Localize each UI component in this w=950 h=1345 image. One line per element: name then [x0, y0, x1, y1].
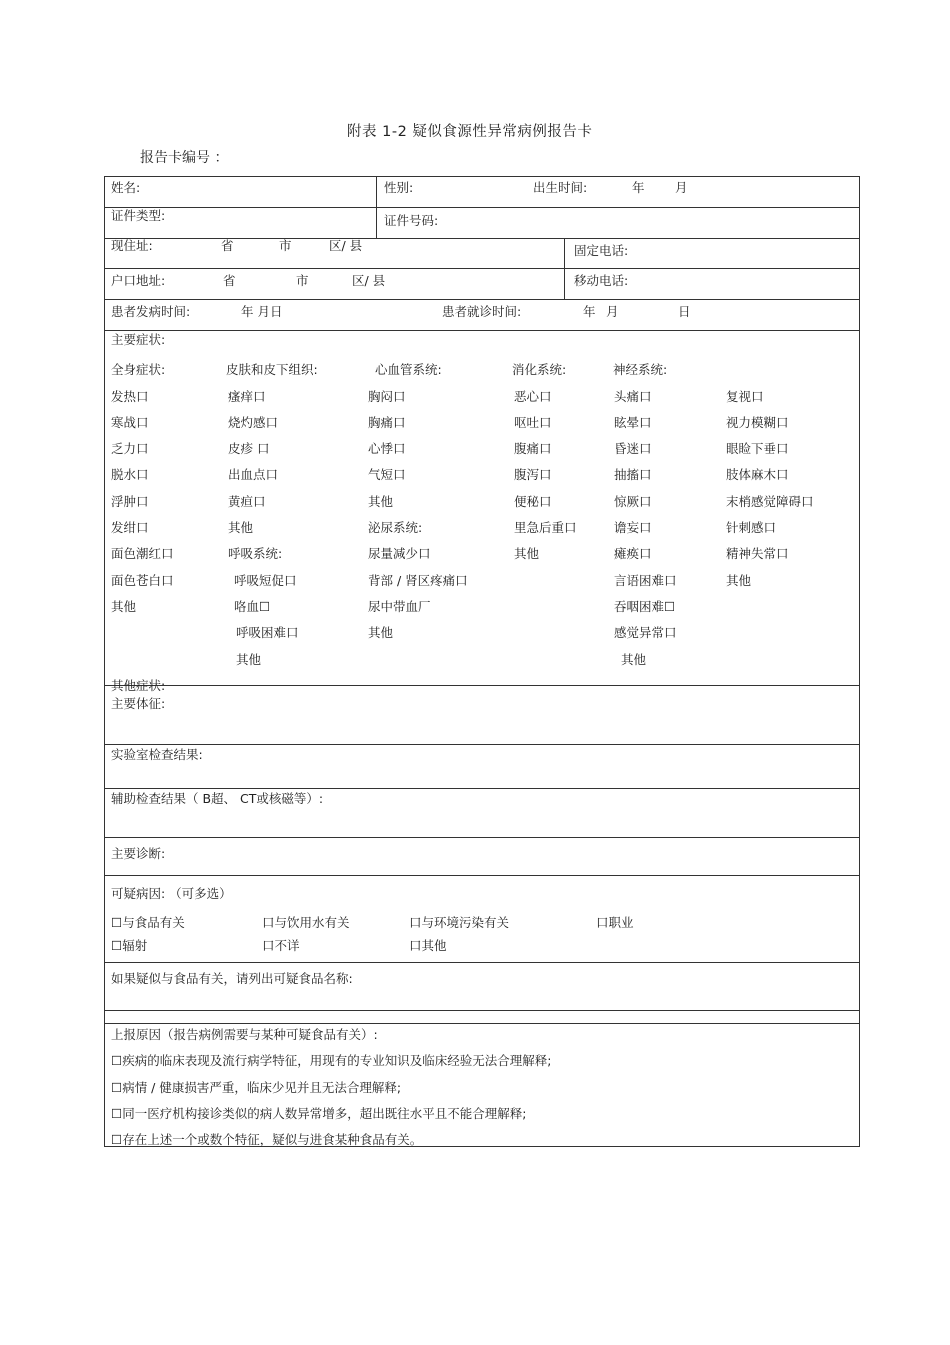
birth-month-label: 月	[675, 180, 688, 195]
category-cardiovascular: 心血管系统:	[375, 362, 442, 377]
cause-checkbox-environment[interactable]: 口与环境污染有关	[409, 915, 510, 930]
symptom-checkbox[interactable]: 出血点口	[228, 467, 279, 482]
symptom-checkbox[interactable]: 呕吐口	[514, 415, 552, 430]
symptom-checkbox[interactable]: 眩晕口	[614, 415, 652, 430]
category-systemic: 全身症状:	[111, 362, 166, 377]
row-divider	[104, 1010, 860, 1011]
household-address-label: 户口地址:	[111, 273, 166, 288]
id-number-label: 证件号码:	[384, 213, 439, 228]
symptom-checkbox[interactable]: 发热口	[111, 389, 149, 404]
category-urinary: 泌尿系统:	[368, 520, 423, 535]
onset-time-label: 患者发病时间:	[111, 304, 191, 319]
row-divider	[104, 207, 860, 208]
cause-checkbox-radiation[interactable]: ☐辐射	[111, 938, 148, 953]
symptom-checkbox[interactable]: 恶心口	[514, 389, 552, 404]
symptom-checkbox[interactable]: 胸痛口	[368, 415, 406, 430]
diagnosis-label: 主要诊断:	[111, 846, 166, 861]
page-title: 附表 1-2 疑似食源性异常病例报告卡	[347, 124, 593, 140]
district-label: 区/ 县	[329, 238, 363, 253]
report-reason-heading: 上报原因（报告病例需要与某种可疑食品有关）:	[111, 1027, 378, 1042]
symptom-checkbox[interactable]: 吞咽困难☐	[614, 599, 676, 614]
symptom-other: 其他	[228, 520, 254, 535]
symptom-checkbox[interactable]: 瘙痒口	[228, 389, 266, 404]
visit-month-label: 月	[606, 304, 619, 319]
aux-results-label: 辅助检查结果（ B超、 CT或核磁等）:	[111, 791, 324, 806]
row-divider	[104, 268, 860, 269]
column-divider	[376, 176, 377, 238]
symptom-checkbox[interactable]: 浮肿口	[111, 494, 149, 509]
row-divider	[104, 875, 860, 876]
symptom-checkbox[interactable]: 惊厥口	[614, 494, 652, 509]
symptom-checkbox[interactable]: 复视口	[726, 389, 764, 404]
symptom-other: 其他	[111, 599, 137, 614]
symptom-checkbox[interactable]: 皮疹 口	[228, 441, 270, 456]
visit-year-label: 年	[583, 304, 596, 319]
form-border-right	[859, 176, 860, 1146]
cause-checkbox-occupation[interactable]: 口职业	[596, 915, 634, 930]
symptom-checkbox[interactable]: 发绀口	[111, 520, 149, 535]
form-border-top	[104, 176, 860, 177]
symptom-other: 其他	[368, 494, 394, 509]
symptom-checkbox[interactable]: 面色潮红口	[111, 546, 174, 561]
row-divider	[104, 837, 860, 838]
lab-results-label: 实验室检查结果:	[111, 747, 203, 762]
row-divider	[104, 788, 860, 789]
symptom-checkbox[interactable]: 背部 / 肾区疼痛口	[368, 573, 468, 588]
district-label: 区/ 县	[352, 273, 386, 288]
symptom-checkbox[interactable]: 言语困难口	[614, 573, 677, 588]
birth-time-label: 出生时间:	[533, 180, 588, 195]
symptom-other: 其他	[368, 625, 394, 640]
symptom-checkbox[interactable]: 面色苍白口	[111, 573, 174, 588]
symptom-checkbox[interactable]: 乏力口	[111, 441, 149, 456]
row-divider	[104, 299, 860, 300]
causes-heading: 可疑病因: （可多选）	[111, 886, 232, 901]
symptom-checkbox[interactable]: 谵妄口	[614, 520, 652, 535]
symptom-checkbox[interactable]: 尿量减少口	[368, 546, 431, 561]
symptom-checkbox[interactable]: 胸闷口	[368, 389, 406, 404]
current-address-label: 现住址:	[111, 238, 153, 253]
symptom-other: 其他	[514, 546, 540, 561]
form-border-left	[104, 176, 105, 1146]
reason-checkbox[interactable]: ☐疾病的临床表现及流行病学特征，用现有的专业知识及临床经验无法合理解释;	[111, 1053, 552, 1068]
row-divider	[104, 330, 860, 331]
category-nervous: 神经系统:	[613, 362, 668, 377]
category-respiratory: 呼吸系统:	[228, 546, 283, 561]
row-divider	[104, 238, 860, 239]
visit-time-label: 患者就诊时间:	[442, 304, 522, 319]
symptom-checkbox[interactable]: 腹痛口	[514, 441, 552, 456]
symptom-other: 其他	[236, 652, 262, 667]
symptom-checkbox[interactable]: 视力模糊口	[726, 415, 789, 430]
symptom-checkbox[interactable]: 眼睑下垂口	[726, 441, 789, 456]
onset-date-label: 年 月日	[241, 304, 283, 319]
fixed-phone-label: 固定电话:	[574, 243, 629, 258]
cause-checkbox-water[interactable]: 口与饮用水有关	[262, 915, 350, 930]
symptom-other: 其他	[621, 652, 647, 667]
symptom-checkbox[interactable]: 脱水口	[111, 467, 149, 482]
province-label: 省	[223, 273, 236, 288]
province-label: 省	[221, 238, 234, 253]
symptom-checkbox[interactable]: 心悸口	[368, 441, 406, 456]
symptom-checkbox[interactable]: 感觉异常口	[614, 625, 677, 640]
symptom-checkbox[interactable]: 肢体麻木口	[726, 467, 789, 482]
food-name-label: 如果疑似与食品有关，请列出可疑食品名称:	[111, 971, 353, 986]
id-type-label: 证件类型:	[111, 208, 166, 223]
reason-checkbox[interactable]: ☐存在上述一个或数个特征，疑似与进食某种食品有关。	[111, 1132, 423, 1147]
symptom-checkbox[interactable]: 寒战口	[111, 415, 149, 430]
symptom-checkbox[interactable]: 瘫痪口	[614, 546, 652, 561]
symptom-checkbox[interactable]: 呼吸困难口	[236, 625, 299, 640]
cause-checkbox-other[interactable]: 口其他	[409, 938, 447, 953]
row-divider	[104, 962, 860, 963]
symptom-checkbox[interactable]: 尿中带血厂	[368, 599, 431, 614]
reason-checkbox[interactable]: ☐病情 / 健康损害严重，临床少见并且无法合理解释;	[111, 1080, 402, 1095]
cause-checkbox-unknown[interactable]: 口不详	[262, 938, 300, 953]
visit-day-label: 日	[678, 304, 691, 319]
name-label: 姓名:	[111, 180, 141, 195]
symptom-checkbox[interactable]: 咯血☐	[234, 599, 271, 614]
symptom-checkbox[interactable]: 头痛口	[614, 389, 652, 404]
symptom-checkbox[interactable]: 黄疸口	[228, 494, 266, 509]
symptom-checkbox[interactable]: 昏迷口	[614, 441, 652, 456]
symptom-checkbox[interactable]: 抽搐口	[614, 467, 652, 482]
row-divider	[104, 685, 860, 686]
city-label: 市	[279, 238, 292, 253]
symptom-checkbox[interactable]: 呼吸短促口	[234, 573, 297, 588]
row-divider	[104, 1023, 860, 1024]
category-digestive: 消化系统:	[512, 362, 567, 377]
other-symptoms-label: 其他症状:	[111, 678, 166, 693]
symptom-checkbox[interactable]: 精神失常口	[726, 546, 789, 561]
symptom-other: 其他	[726, 573, 752, 588]
gender-label: 性别:	[384, 180, 414, 195]
cause-checkbox-food[interactable]: ☐与食品有关	[111, 915, 185, 930]
symptom-checkbox[interactable]: 便秘口	[514, 494, 552, 509]
mobile-phone-label: 移动电话:	[574, 273, 629, 288]
symptom-checkbox[interactable]: 气短口	[368, 467, 406, 482]
symptom-checkbox[interactable]: 针刺感口	[726, 520, 777, 535]
symptom-checkbox[interactable]: 里急后重口	[514, 520, 577, 535]
symptoms-heading: 主要症状:	[111, 332, 166, 347]
symptom-checkbox[interactable]: 末梢感觉障碍口	[726, 494, 814, 509]
birth-year-label: 年	[632, 180, 645, 195]
symptom-checkbox[interactable]: 烧灼感口	[228, 415, 279, 430]
column-divider	[564, 238, 565, 299]
reason-checkbox[interactable]: ☐同一医疗机构接诊类似的病人数异常增多，超出既往水平且不能合理解释;	[111, 1106, 527, 1121]
category-skin: 皮肤和皮下组织:	[226, 362, 318, 377]
signs-label: 主要体征:	[111, 696, 166, 711]
city-label: 市	[296, 273, 309, 288]
card-number-label: 报告卡编号 ：	[140, 150, 229, 166]
symptom-checkbox[interactable]: 腹泻口	[514, 467, 552, 482]
row-divider	[104, 744, 860, 745]
